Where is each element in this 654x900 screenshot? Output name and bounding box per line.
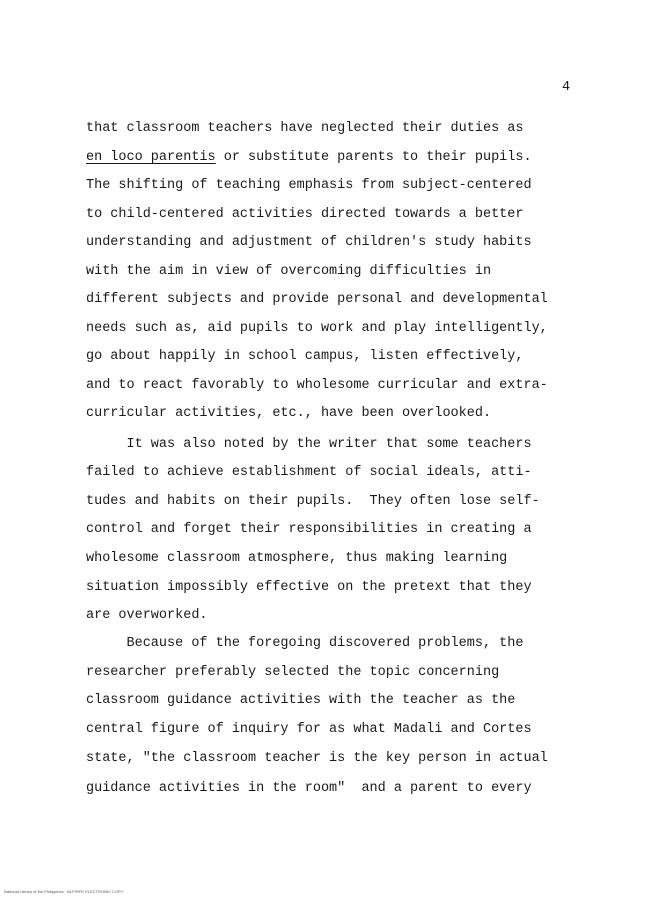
text-line-16 <box>86 551 507 566</box>
text-line-17 <box>86 580 532 595</box>
text-line-2 <box>86 150 532 165</box>
line-text: with the aim in view of overcoming difficulties in <box>86 264 492 279</box>
text-line-20 <box>86 665 499 680</box>
text-line-13 <box>86 465 532 480</box>
text-line-22 <box>86 722 532 737</box>
line-text: control and forget their responsibilities in creating a <box>86 522 532 537</box>
line-text: go about happily in school campus, listen effectively, <box>86 349 524 364</box>
text-line-7 <box>86 292 548 307</box>
page-number: 4 <box>562 80 571 95</box>
line-text: and to react favorably to wholesome curricular and extra- <box>86 378 548 393</box>
line-text: wholesome classroom atmosphere, thus making learning <box>86 551 508 566</box>
text-line-21 <box>86 693 515 708</box>
text-line-8 <box>86 321 548 336</box>
text-line-12 <box>86 437 532 452</box>
text-line-3 <box>86 178 532 193</box>
text-line-15 <box>86 522 532 537</box>
latin-term: en loco parentis <box>86 150 216 165</box>
text-line-23 <box>86 751 548 766</box>
line-text: Because of the foregoing discovered problems, the <box>86 636 524 651</box>
text-line-14 <box>86 494 540 509</box>
text-line-9 <box>86 349 523 364</box>
line-text: classroom guidance activities with the teacher as the <box>86 693 516 708</box>
line-text: state, "the classroom teacher is the key person in actual <box>86 751 548 766</box>
line-text: or substitute parents to their pupils. <box>215 150 532 165</box>
line-text: researcher preferably selected the topic concerning <box>86 665 500 680</box>
line-text: failed to achieve establishment of social ideals, atti- <box>86 465 532 480</box>
line-text: central figure of inquiry for as what Madali and Cortes <box>86 722 532 737</box>
text-line-4 <box>86 207 523 222</box>
text-line-10 <box>86 378 548 393</box>
text-line-24 <box>86 781 532 796</box>
line-text: understanding and adjustment of children's study habits <box>86 235 532 250</box>
line-text: needs such as, aid pupils to work and play intelligently, <box>86 321 548 336</box>
line-text: guidance activities in the room" and a parent to every <box>86 781 532 796</box>
line-text: tudes and habits on their pupils. They often lose self- <box>86 494 540 509</box>
text-line-18 <box>86 608 208 623</box>
text-line-5 <box>86 235 532 250</box>
text-line-11 <box>86 406 491 421</box>
line-text: that classroom teachers have neglected their duties as <box>86 121 524 136</box>
line-text: situation impossibly effective on the pretext that they <box>86 580 532 595</box>
body-text <box>86 0 548 796</box>
line-text: It was also noted by the writer that some teachers <box>86 437 532 452</box>
line-text: to child-centered activities directed towards a better <box>86 207 524 222</box>
line-text: different subjects and provide personal and developmental <box>86 292 548 307</box>
line-text: The shifting of teaching emphasis from subject-centered <box>86 178 532 193</box>
archive-stamp: National Library of the Philippines · NLP/RFE ELECTRONIC COPY <box>4 889 124 894</box>
line-text: are overworked. <box>86 608 208 623</box>
text-line-6 <box>86 264 491 279</box>
text-line-19 <box>86 636 523 651</box>
text-line-1 <box>86 121 523 136</box>
line-text: curricular activities, etc., have been overlooked. <box>86 406 492 421</box>
